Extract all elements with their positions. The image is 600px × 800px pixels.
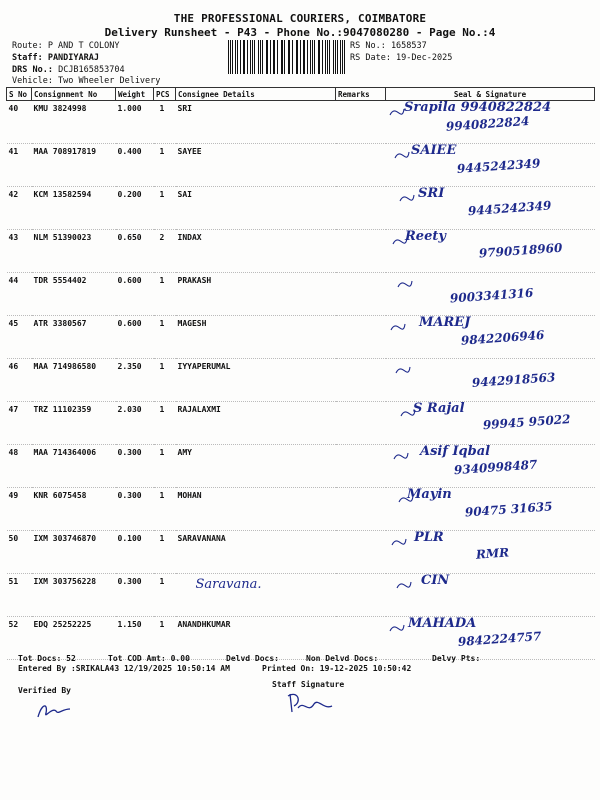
row-weight: 1.150 <box>116 617 154 660</box>
row-sno: 47 <box>7 402 32 445</box>
row-pcs: 1 <box>154 144 176 187</box>
signature-name: Reety <box>404 229 446 244</box>
signature-scribble <box>400 195 414 201</box>
barcode-bar <box>274 40 275 74</box>
signature-phone: 9790518960 <box>477 240 563 261</box>
handwritten-signature <box>386 267 591 309</box>
row-pcs: 1 <box>154 574 176 617</box>
row-sno: 48 <box>7 445 32 488</box>
company-title: THE PROFESSIONAL COURIERS, COIMBATORE <box>173 12 427 25</box>
barcode-bar <box>250 40 251 74</box>
row-consignee: SARAVANANA <box>176 531 336 574</box>
signature-phone: 9340998487 <box>453 457 538 478</box>
runsheet-table <box>6 87 595 660</box>
signature-name: CIN <box>420 573 449 588</box>
delivery-points: Delvy Pts: <box>432 654 481 663</box>
row-consignment: KMU 3824998 <box>32 101 116 144</box>
row-sno: 42 <box>7 187 32 230</box>
col-remarks: Remarks <box>336 88 386 101</box>
signature-phone: 90475 31635 <box>463 499 553 520</box>
row-remarks <box>336 230 386 273</box>
table-row <box>7 617 595 660</box>
handwritten-signature <box>386 568 591 610</box>
row-sno: 45 <box>7 316 32 359</box>
signature-name: S Rajal <box>412 401 465 416</box>
row-consignment: IXM 303746870 <box>32 531 116 574</box>
row-consignee: IYYAPERUMAL <box>176 359 336 402</box>
barcode-bar <box>292 40 293 74</box>
barcode-bar <box>344 40 345 74</box>
staff-handwritten-signature <box>284 686 344 720</box>
row-sno: 52 <box>7 617 32 660</box>
row-consignment: TRZ 11102359 <box>32 402 116 445</box>
barcode-bar <box>235 40 236 74</box>
row-consignee: SAYEE <box>176 144 336 187</box>
row-weight: 2.350 <box>116 359 154 402</box>
row-remarks <box>336 402 386 445</box>
row-weight: 0.200 <box>116 187 154 230</box>
signature-phone: RMR <box>474 545 510 562</box>
barcode-bar <box>297 40 298 74</box>
barcode-bar <box>247 40 248 74</box>
row-weight: 0.300 <box>116 574 154 617</box>
row-remarks <box>336 574 386 617</box>
signature-phone: 9442918563 <box>470 370 556 390</box>
signature-name: Srapila 9940822824 <box>403 100 551 115</box>
col-consignment: Consignment No <box>32 88 116 101</box>
handwritten-signature <box>386 310 591 352</box>
row-remarks <box>336 101 386 144</box>
signature-name: SRI <box>417 186 444 201</box>
row-pcs: 1 <box>154 488 176 531</box>
row-remarks <box>336 316 386 359</box>
row-consignee: PRAKASH <box>176 273 336 316</box>
row-consignee: MAGESH <box>176 316 336 359</box>
row-pcs: 1 <box>154 101 176 144</box>
row-weight: 0.300 <box>116 445 154 488</box>
route-label: Route: P AND T COLONY <box>12 41 120 51</box>
row-remarks <box>336 531 386 574</box>
barcode-bar <box>327 40 328 74</box>
col-sno: S No <box>7 88 32 101</box>
barcode <box>228 40 348 74</box>
barcode-bar <box>340 40 341 74</box>
signature-scribble <box>392 539 406 545</box>
signature-scribble <box>397 582 411 588</box>
signature-phone: 9445242349 <box>466 198 552 219</box>
row-consignment: IXM 303756228 <box>32 574 116 617</box>
row-pcs: 1 <box>154 402 176 445</box>
entered-by: Entered By :SRIKALA43 12/19/2025 10:50:14 AM <box>18 664 230 673</box>
col-consignee: Consignee Details <box>176 88 336 101</box>
row-consignment: EDQ 25252225 <box>32 617 116 660</box>
row-remarks <box>336 359 386 402</box>
handwritten-consignee: Saravana. <box>195 577 262 592</box>
barcode-bar <box>319 40 320 74</box>
barcode-bar <box>307 40 308 74</box>
row-weight: 0.600 <box>116 316 154 359</box>
vehicle-label: Vehicle: Two Wheeler Delivery <box>12 76 161 86</box>
row-sno: 46 <box>7 359 32 402</box>
row-pcs: 1 <box>154 273 176 316</box>
row-signature <box>386 617 595 660</box>
row-pcs: 1 <box>154 359 176 402</box>
row-sno: 49 <box>7 488 32 531</box>
verified-by-label: Verified By <box>18 686 71 695</box>
row-sno: 40 <box>7 101 32 144</box>
handwritten-signature <box>386 138 591 180</box>
drs-label: DRS No.: <box>12 65 53 75</box>
signature-name: PLR <box>413 530 444 545</box>
row-weight: 2.030 <box>116 402 154 445</box>
barcode-bar <box>262 40 263 74</box>
barcode-bar <box>228 40 229 74</box>
handwritten-signature <box>386 181 591 223</box>
signature-phone: 9445242349 <box>456 156 541 177</box>
row-remarks <box>336 488 386 531</box>
signature-scribble <box>390 625 404 631</box>
handwritten-signature <box>386 611 591 653</box>
row-weight: 0.400 <box>116 144 154 187</box>
barcode-bar <box>267 40 268 74</box>
handwritten-signature <box>386 439 591 481</box>
delivered-docs: Delvd Docs: <box>226 654 279 663</box>
drs-number <box>12 65 125 75</box>
row-consignment: KNR 6075458 <box>32 488 116 531</box>
handwritten-signature <box>386 396 591 438</box>
row-sno: 50 <box>7 531 32 574</box>
row-remarks <box>336 144 386 187</box>
rs-date: RS Date: 19-Dec-2025 <box>350 53 453 63</box>
row-consignment: ATR 3380567 <box>32 316 116 359</box>
col-signature: Seal & Signature <box>386 88 595 101</box>
row-consignment: KCM 13582594 <box>32 187 116 230</box>
signature-name: MAHADA <box>407 616 476 631</box>
col-pcs: PCS <box>154 88 176 101</box>
row-consignment: TDR 5554402 <box>32 273 116 316</box>
row-pcs: 1 <box>154 445 176 488</box>
row-consignee: AMY <box>176 445 336 488</box>
row-pcs: 1 <box>154 531 176 574</box>
handwritten-signature <box>386 353 591 395</box>
non-delivered-docs: Non Delvd Docs: <box>306 654 379 663</box>
row-consignment: MAA 714986580 <box>32 359 116 402</box>
total-docs: Tot Docs: 52 <box>18 654 76 663</box>
signature-phone: 9842224757 <box>457 629 542 649</box>
signature-scribble <box>398 281 412 287</box>
barcode-bar <box>333 40 334 74</box>
barcode-bar <box>284 40 285 74</box>
row-consignee: RAJALAXMI <box>176 402 336 445</box>
row-sno: 44 <box>7 273 32 316</box>
row-weight: 0.100 <box>116 531 154 574</box>
row-consignee <box>176 574 336 617</box>
signature-scribble <box>396 367 410 373</box>
rs-number: RS No.: 1658537 <box>350 41 427 51</box>
staff-signature-label: Staff Signature <box>272 680 345 689</box>
runsheet-subtitle: Delivery Runsheet - P43 - Phone No.:9047080280 - Page No.:4 <box>104 26 496 39</box>
barcode-bar <box>277 40 278 74</box>
handwritten-signature <box>386 482 591 524</box>
row-consignment: NLM 51390023 <box>32 230 116 273</box>
staff-label: Staff: PANDIYARAJ <box>12 53 99 63</box>
row-pcs: 1 <box>154 316 176 359</box>
signature-name: SAIEE <box>410 143 456 158</box>
row-weight: 0.600 <box>116 273 154 316</box>
row-weight: 1.000 <box>116 101 154 144</box>
signature-scribble <box>390 109 404 115</box>
signature-scribble <box>395 152 409 158</box>
row-consignment: MAA 708917819 <box>32 144 116 187</box>
row-remarks <box>336 273 386 316</box>
row-weight: 0.300 <box>116 488 154 531</box>
row-consignee: SAI <box>176 187 336 230</box>
barcode-bar <box>304 40 305 74</box>
row-sno: 43 <box>7 230 32 273</box>
barcode-bar <box>314 40 315 74</box>
handwritten-signature <box>386 525 591 567</box>
barcode-bar <box>237 40 238 74</box>
signature-scribble <box>391 324 405 330</box>
signature-scribble <box>394 453 408 459</box>
row-consignee: INDAX <box>176 230 336 273</box>
row-consignee: ANANDHKUMAR <box>176 617 336 660</box>
row-consignee: SRI <box>176 101 336 144</box>
row-pcs: 1 <box>154 187 176 230</box>
signature-phone: 9940822824 <box>445 113 530 134</box>
signature-name: Asif Iqbal <box>419 444 490 459</box>
verifier-signature <box>30 695 80 725</box>
barcode-bar <box>254 40 255 74</box>
handwritten-signature <box>386 95 591 137</box>
row-consignment: MAA 714364006 <box>32 445 116 488</box>
row-pcs: 2 <box>154 230 176 273</box>
drs-value: DCJB165853704 <box>58 65 125 75</box>
signature-name: MAREJ <box>418 315 470 330</box>
row-remarks <box>336 445 386 488</box>
signature-name: Mayin <box>406 487 452 502</box>
handwritten-signature <box>386 224 591 266</box>
row-weight: 0.650 <box>116 230 154 273</box>
row-remarks <box>336 187 386 230</box>
signature-phone: 9842206946 <box>460 327 545 348</box>
total-cod-amount: Tot COD Amt: 0.00 <box>108 654 190 663</box>
signature-phone: 9003341316 <box>449 285 534 306</box>
row-sno: 51 <box>7 574 32 617</box>
signature-phone: 99945 95022 <box>481 412 571 433</box>
row-sno: 41 <box>7 144 32 187</box>
printed-on: Printed On: 19-12-2025 10:50:42 <box>262 664 412 673</box>
row-consignee: MOHAN <box>176 488 336 531</box>
col-weight: Weight <box>116 88 154 101</box>
row-pcs: 1 <box>154 617 176 660</box>
